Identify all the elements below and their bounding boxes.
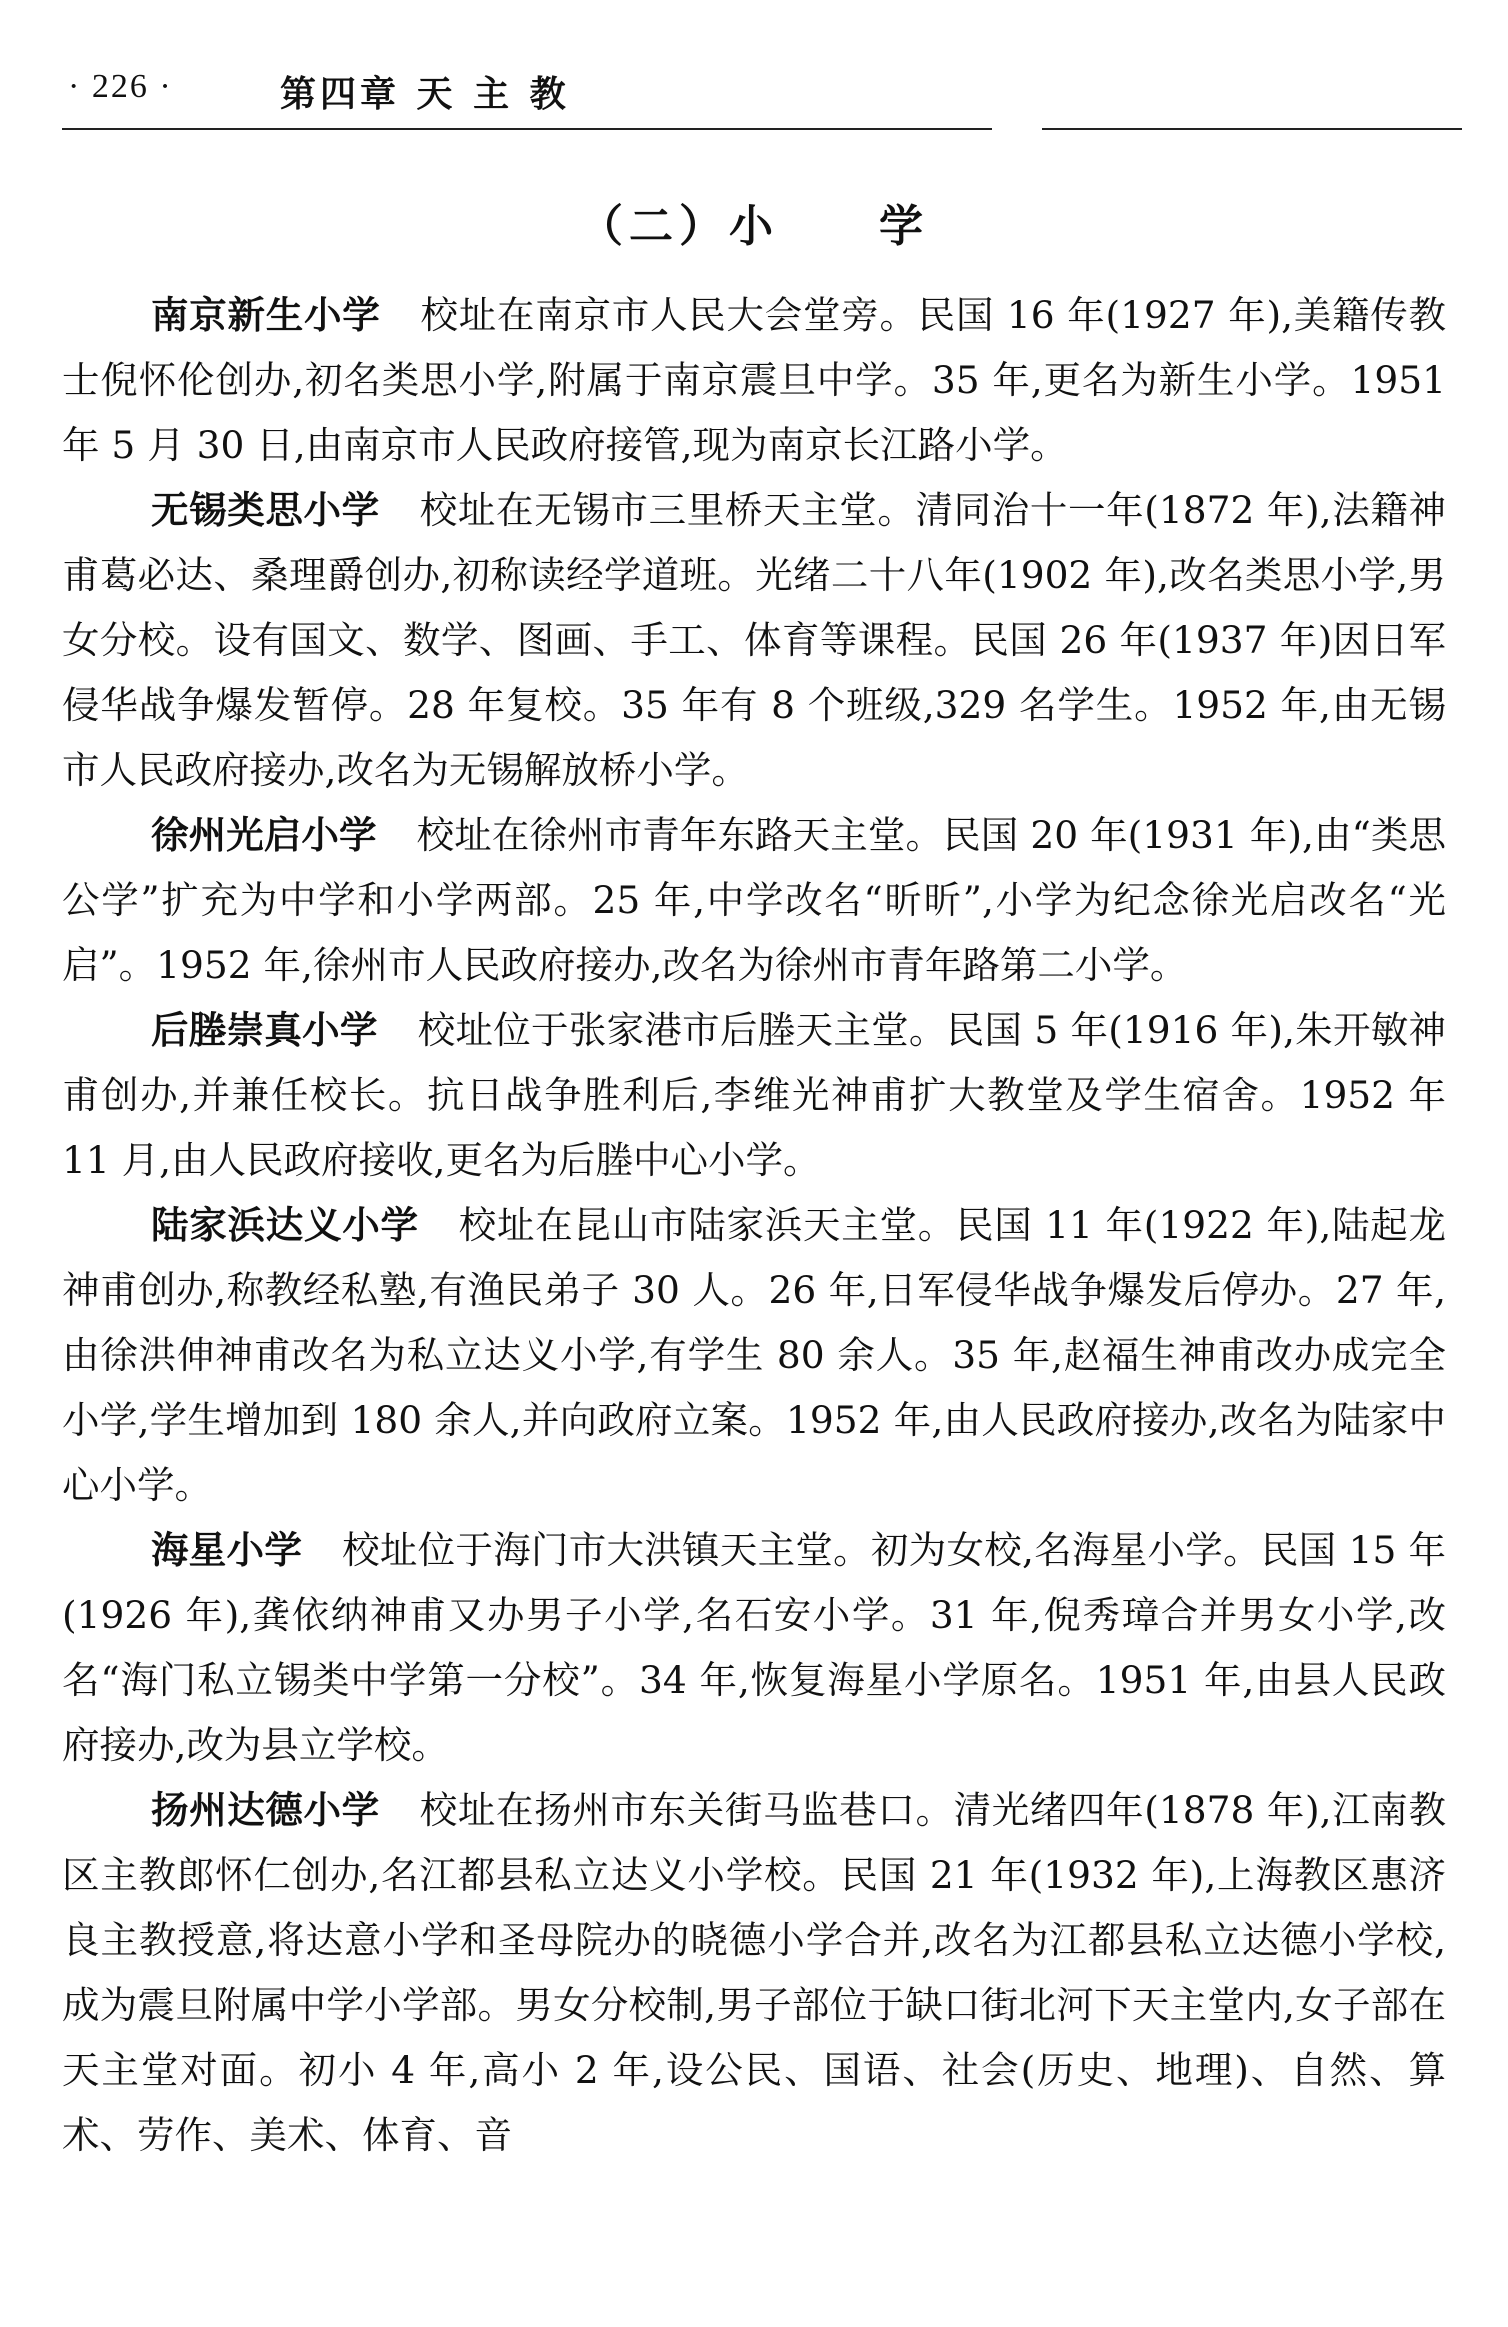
page-number: · 226 · xyxy=(68,68,173,105)
entry-text: 校址位于张家港市后塍天主堂。民国 5 年(1916 年),朱开敏神甫创办,并兼任校长。抗日战争胜利后,李维光神甫扩大教堂及学生宿舍。1952 年 11 月,由人民政府接收,更名为后塍中心小学。 xyxy=(62,1008,1447,1182)
entry-text: 校址位于海门市大洪镇天主堂。初为女校,名海星小学。民国 15 年(1926 年),龚依纳神甫又办男子小学,名石安小学。31 年,倪秀璋合并男女小学,改名“海门私立锡类中学第一分校”。34 年,恢复海星小学原名。1951 年,由县人民政府接办,改为县立学校。 xyxy=(62,1528,1447,1767)
entry-name: 陆家浜达义小学 xyxy=(151,1203,419,1247)
entry-nanjing-xinsheng xyxy=(62,283,1446,478)
entry-name: 徐州光启小学 xyxy=(151,813,377,857)
entry-text: 校址在昆山市陆家浜天主堂。民国 11 年(1922 年),陆起龙神甫创办,称教经私塾,有渔民弟子 30 人。26 年,日军侵华战争爆发后停办。27 年,由徐洪伸神甫改名为私立达义小学,有学生 80 余人。35 年,赵福生神甫改办成完全小学,学生增加到 180 余人,并向政府立案。1952 年,由人民政府接办,改名为陆家中心小学。 xyxy=(62,1203,1447,1507)
entry-text: 校址在扬州市东关街马监巷口。清光绪四年(1878 年),江南教区主教郎怀仁创办,名江都县私立达义小学校。民国 21 年(1932 年),上海教区惠济良主教授意,将达意小学和圣母院办的晓德小学合并,改名为江都县私立达德小学校,成为震旦附属中学小学部。男女分校制,男子部位于缺口街北河下天主堂内,女子部在天主堂对面。初小 4 年,高小 2 年,设公民、国语、社会(历史、地理)、自然、算术、劳作、美术、体育、音 xyxy=(62,1788,1446,2157)
entry-name: 后塍崇真小学 xyxy=(151,1008,378,1052)
entry-text: 校址在无锡市三里桥天主堂。清同治十一年(1872 年),法籍神甫葛必达、桑理爵创办,初称读经学道班。光绪二十八年(1902 年),改名类思小学,男女分校。设有国文、数学、图画、手工、体育等课程。民国 26 年(1937 年)因日军侵华战争爆发暂停。28 年复校。35 年有 8 个班级,329 名学生。1952 年,由无锡市人民政府接办,改名为无锡解放桥小学。 xyxy=(62,488,1446,792)
entry-name: 扬州达德小学 xyxy=(151,1788,380,1832)
entry-haixing xyxy=(62,1518,1446,1778)
entry-name: 海星小学 xyxy=(151,1528,303,1572)
header-rule-right xyxy=(1042,128,1462,130)
header-rule xyxy=(62,128,992,130)
entry-lujiabang-dayi xyxy=(62,1193,1446,1518)
entry-text: 校址在徐州市青年东路天主堂。民国 20 年(1931 年),由“类思公学”扩充为中学和小学两部。25 年,中学改名“昕昕”,小学为纪念徐光启改名“光启”。1952 年,徐州市人民政府接办,改名为徐州市青年路第二小学。 xyxy=(62,813,1447,987)
entry-houcheng-chongzhen xyxy=(62,998,1446,1193)
entry-yangzhou-dade xyxy=(62,1778,1446,2168)
page-header xyxy=(68,62,1448,122)
entry-name: 无锡类思小学 xyxy=(151,488,380,532)
entry-xuzhou-guangqi xyxy=(62,803,1446,998)
entry-name: 南京新生小学 xyxy=(151,293,381,337)
entry-wuxi-leisi xyxy=(62,478,1446,803)
entry-text: 校址在南京市人民大会堂旁。民国 16 年(1927 年),美籍传教士倪怀伦创办,初名类思小学,附属于南京震旦中学。35 年,更名为新生小学。1951 年 5 月 30 日,由南京市人民政府接管,现为南京长江路小学。 xyxy=(62,293,1447,467)
chapter-title: 第四章 天 主 教 xyxy=(280,74,570,115)
body-text xyxy=(62,283,1446,2168)
section-title: （二）小 学 xyxy=(579,201,929,252)
